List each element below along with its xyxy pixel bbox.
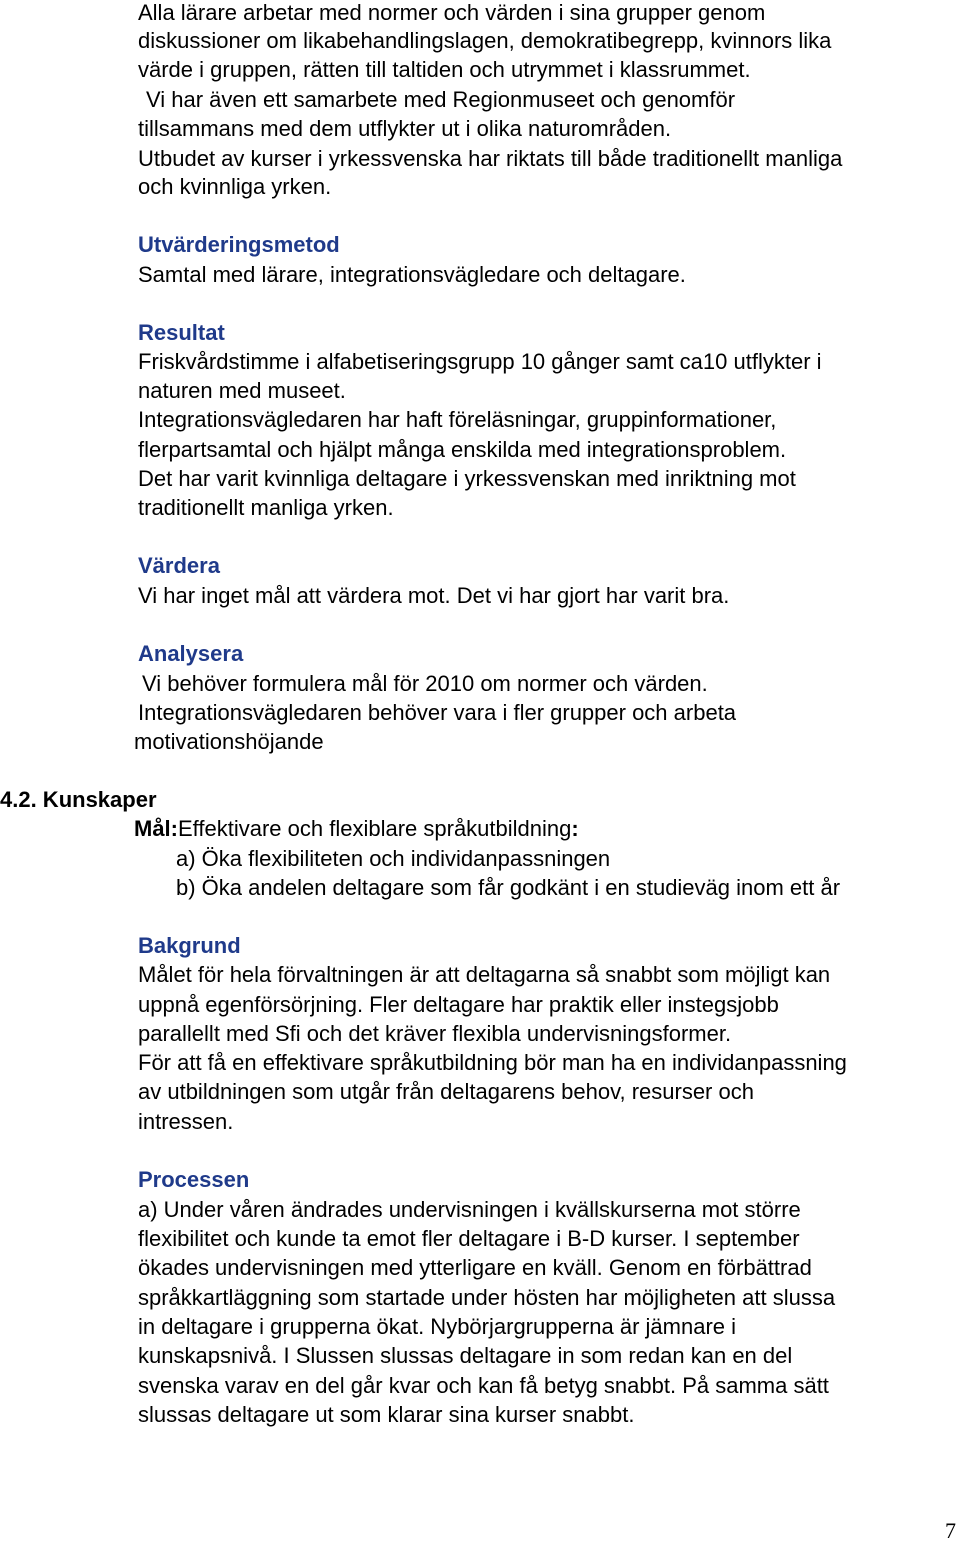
section-heading-bakgrund: Bakgrund bbox=[138, 933, 241, 958]
section-heading-processen: Processen bbox=[138, 1167, 250, 1192]
text-line: Integrationsvägledaren behöver vara i fler grupper och arbeta bbox=[138, 700, 737, 725]
section-heading-analysera: Analysera bbox=[138, 641, 244, 666]
text-line: diskussioner om likabehandlingslagen, demokratibegrepp, kvinnors lika bbox=[138, 28, 832, 53]
text-line: uppnå egenförsörjning. Fler deltagare har praktik eller instegsjobb bbox=[138, 992, 779, 1017]
text-line: svenska varav en del går kvar och kan få betyg snabbt. På samma sätt bbox=[138, 1373, 829, 1398]
text-line: Det har varit kvinnliga deltagare i yrkessvenskan med inriktning mot bbox=[138, 466, 796, 491]
goal-text: Effektivare och flexiblare språkutbildning bbox=[178, 816, 572, 841]
goal-label: Mål: bbox=[134, 816, 178, 841]
section-heading-resultat: Resultat bbox=[138, 320, 225, 345]
page-number: 7 bbox=[945, 1518, 956, 1543]
text-line: Integrationsvägledaren har haft föreläsningar, gruppinformationer, bbox=[138, 407, 777, 432]
section-title-kunskaper: 4.2. Kunskaper bbox=[0, 787, 157, 812]
text-line: slussas deltagare ut som klarar sina kurser snabbt. bbox=[138, 1402, 635, 1427]
text-line: ökades undervisningen med ytterligare en kväll. Genom en förbättrad bbox=[138, 1255, 812, 1280]
goal-sub-item-a: a) Öka flexibiliteten och individanpassningen bbox=[176, 846, 611, 871]
text-line: Vi har inget mål att värdera mot. Det vi har gjort har varit bra. bbox=[138, 583, 730, 608]
text-line: a) Under våren ändrades undervisningen i kvällskurserna mot större bbox=[138, 1197, 801, 1222]
text-line: Vi har även ett samarbete med Regionmuseet och genomför bbox=[146, 87, 736, 112]
goal-colon: : bbox=[571, 816, 579, 841]
text-line: naturen med museet. bbox=[138, 378, 346, 403]
text-line: kunskapsnivå. I Slussen slussas deltagare in som redan kan en del bbox=[138, 1343, 793, 1368]
text-line: flexibilitet och kunde ta emot fler deltagare i B-D kurser. I september bbox=[138, 1226, 800, 1251]
text-line: språkkartläggning som startade under hösten har möjligheten att slussa bbox=[138, 1285, 836, 1310]
text-line: motivationshöjande bbox=[134, 729, 324, 754]
text-line: Friskvårdstimme i alfabetiseringsgrupp 10 gånger samt ca10 utflykter i bbox=[138, 349, 822, 374]
text-line: Utbudet av kurser i yrkessvenska har riktats till både traditionellt manliga bbox=[138, 146, 843, 171]
text-line: tillsammans med dem utflykter ut i olika naturområden. bbox=[138, 116, 672, 141]
text-line: traditionellt manliga yrken. bbox=[138, 495, 394, 520]
section-heading-vardera: Värdera bbox=[138, 553, 220, 578]
text-line: Målet för hela förvaltningen är att deltagarna så snabbt som möjligt kan bbox=[138, 962, 831, 987]
text-line: För att få en effektivare språkutbildning bör man ha en individanpassning bbox=[138, 1050, 847, 1075]
text-line: Samtal med lärare, integrationsvägledare och deltagare. bbox=[138, 262, 686, 287]
text-line: värde i gruppen, rätten till taltiden och utrymmet i klassrummet. bbox=[138, 57, 751, 82]
text-line: intressen. bbox=[138, 1109, 234, 1134]
text-line: in deltagare i grupperna ökat. Nybörjargrupperna är jämnare i bbox=[138, 1314, 737, 1339]
text-line: flerpartsamtal och hjälpt många enskilda med integrationsproblem. bbox=[138, 437, 787, 462]
text-line: Alla lärare arbetar med normer och värden i sina grupper genom bbox=[138, 0, 766, 25]
text-line: av utbildningen som utgår från deltagarens behov, resurser och bbox=[138, 1079, 754, 1104]
section-heading-utvarderingsmetod: Utvärderingsmetod bbox=[138, 232, 340, 257]
text-line: parallellt med Sfi och det kräver flexibla undervisningsformer. bbox=[138, 1021, 732, 1046]
goal-line bbox=[134, 816, 579, 842]
goal-sub-item-b: b) Öka andelen deltagare som får godkänt i en studieväg inom ett år bbox=[176, 875, 841, 900]
text-line: Vi behöver formulera mål för 2010 om normer och värden. bbox=[142, 671, 708, 696]
text-line: och kvinnliga yrken. bbox=[138, 174, 332, 199]
